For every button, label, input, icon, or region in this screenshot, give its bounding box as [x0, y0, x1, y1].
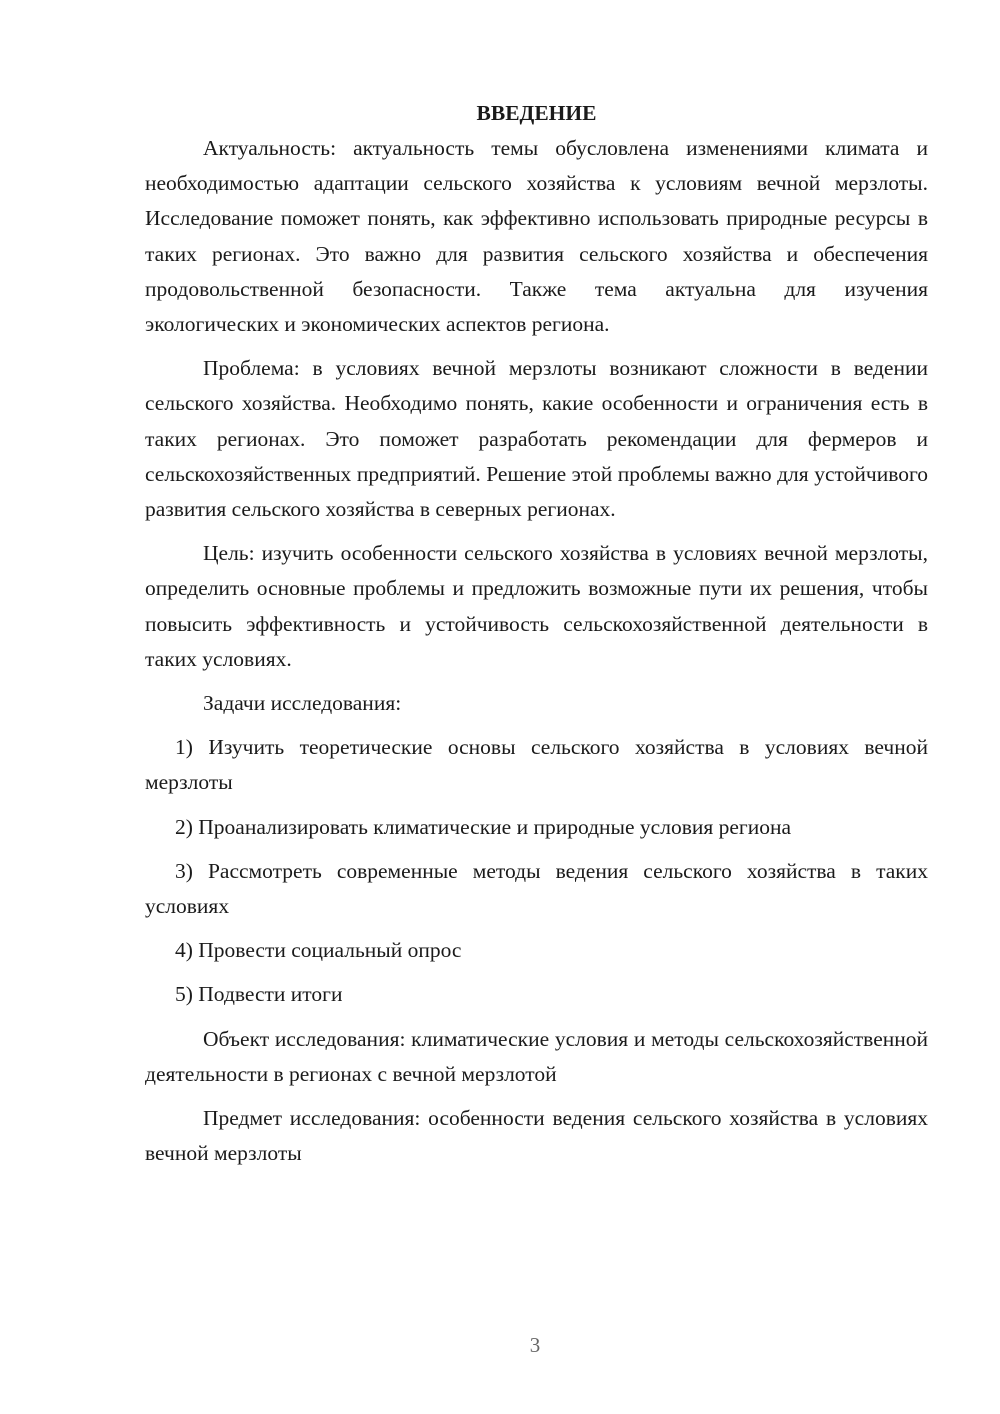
task-item: 4) Провести социальный опрос [175, 938, 462, 963]
task-item: 5) Подвести итоги [175, 982, 343, 1007]
section-title: ВВЕДЕНИЕ [476, 101, 597, 125]
paragraph-problem: Проблема: в условиях вечной мерзлоты возникают сложности в ведении сельского хозяйства. Необходимо понять, какие особенности и ограничения есть в таких регионах. Это поможет разработать рекомендации для фермеров и сельскохозяйственных предприятий. Решение этой проблемы важно для устойчивого развития сельского хозяйства в северных регионах. [145, 356, 928, 522]
paragraph-object: Объект исследования: климатические условия и методы сельскохозяйственной деятельности в регионах с вечной мерзлотой [145, 1026, 928, 1086]
paragraph-goal: Цель: изучить особенности сельского хозяйства в условиях вечной мерзлоты, определить основные проблемы и предложить возможные пути их решения, чтобы повысить эффективность и устойчивость сельскохозяйственной деятельности в таких условиях. [145, 541, 928, 671]
paragraph-subject: Предмет исследования: особенности ведения сельского хозяйства в условиях вечной мерзлоты [145, 1106, 928, 1166]
task-item: 2) Проанализировать климатические и природные условия региона [175, 814, 792, 839]
page-number: 3 [529, 1333, 541, 1357]
tasks-heading: Задачи исследования: [203, 691, 402, 716]
task-item: 1) Изучить теоретические основы сельского хозяйства в условиях вечной мерзлоты [145, 735, 928, 795]
task-item: 3) Рассмотреть современные методы ведения сельского хозяйства в таких условиях [145, 858, 928, 919]
document-page [145, 95, 928, 1171]
paragraph-relevance: Актуальность: актуальность темы обусловлена изменениями климата и необходимостью адаптации сельского хозяйства к условиям вечной мерзлоты. Исследование поможет понять, как эффективно использовать природные ресурсы в таких регионах. Это важно для развития сельского хозяйства и обеспечения продовольственной безопасности. Также тема актуальна для изучения экологических и экономических аспектов региона. [145, 136, 928, 337]
